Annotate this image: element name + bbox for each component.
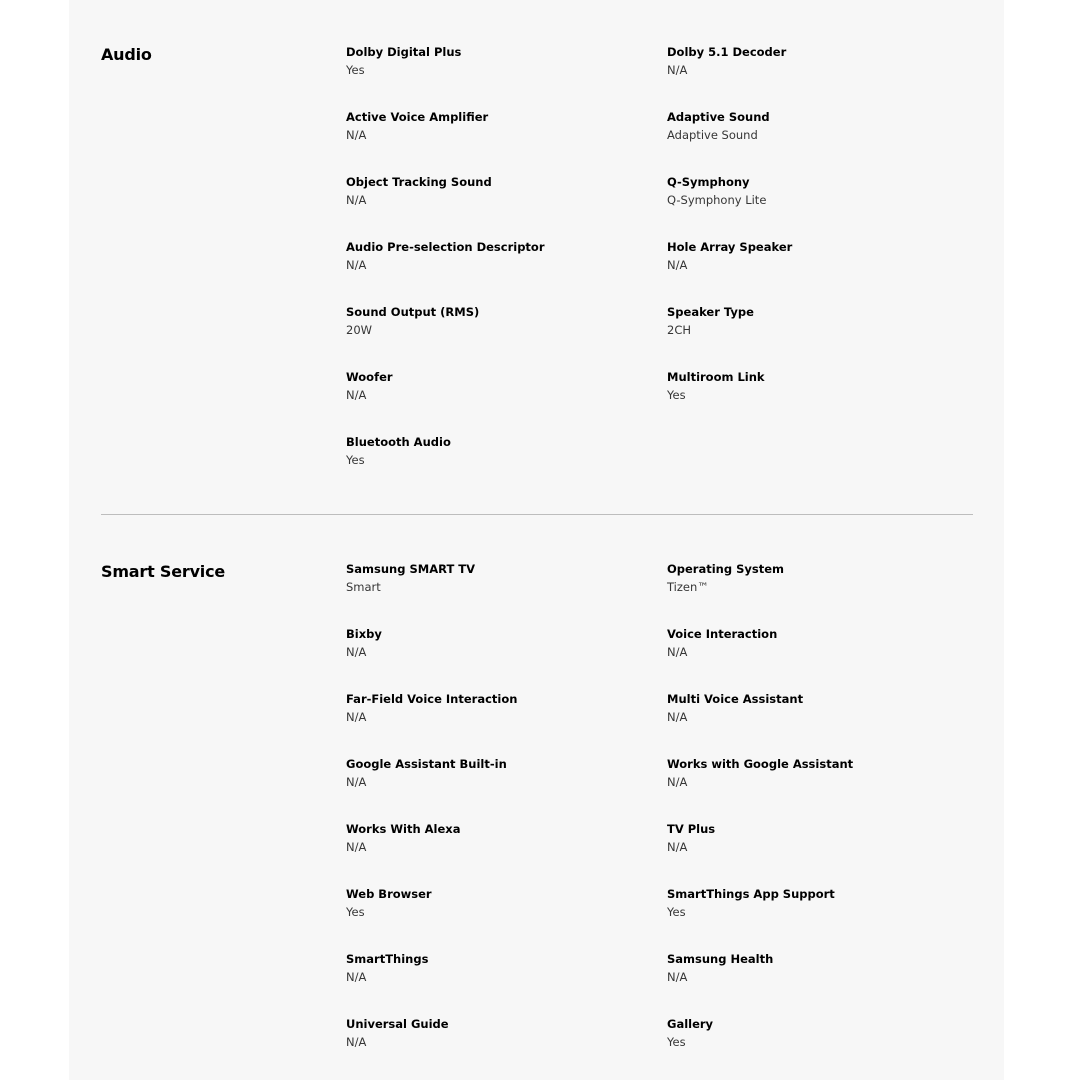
spec-value: N/A [346, 645, 367, 659]
spec-label: Google Assistant Built-in [346, 757, 507, 771]
spec-label: Woofer [346, 370, 393, 384]
spec-label: Far-Field Voice Interaction [346, 692, 518, 706]
spec-item [667, 175, 973, 240]
spec-item [667, 305, 973, 370]
spec-value: Adaptive Sound [667, 128, 758, 142]
spec-item [667, 887, 973, 952]
spec-value: Q-Symphony Lite [667, 193, 767, 207]
spec-value: N/A [346, 840, 367, 854]
section-title-smart-service: Smart Service [101, 562, 226, 581]
spec-label: Works With Alexa [346, 822, 461, 836]
spec-item [346, 887, 667, 952]
spec-label: Q-Symphony [667, 175, 750, 189]
spec-label: Bixby [346, 627, 382, 641]
spec-value: N/A [667, 258, 688, 272]
spec-item [346, 692, 667, 757]
spec-label: Samsung Health [667, 952, 774, 966]
section-divider [101, 514, 973, 515]
spec-label: Web Browser [346, 887, 432, 901]
spec-value: N/A [667, 63, 688, 77]
spec-item [346, 1017, 667, 1082]
spec-value: N/A [667, 775, 688, 789]
spec-label: Dolby 5.1 Decoder [667, 45, 787, 59]
spec-value: N/A [346, 710, 367, 724]
spec-value: N/A [346, 258, 367, 272]
spec-value: N/A [346, 388, 367, 402]
spec-item [346, 435, 667, 500]
spec-item [346, 240, 667, 305]
spec-item [346, 45, 667, 110]
spec-item [346, 110, 667, 175]
spec-label: Dolby Digital Plus [346, 45, 462, 59]
spec-label: Works with Google Assistant [667, 757, 854, 771]
spec-item [667, 1017, 973, 1082]
spec-label: Multiroom Link [667, 370, 765, 384]
spec-value: 2CH [667, 323, 691, 337]
spec-value: 20W [346, 323, 373, 337]
spec-value: N/A [667, 970, 688, 984]
spec-value: N/A [346, 193, 367, 207]
spec-value: Yes [667, 388, 686, 402]
spec-value: Smart [346, 580, 381, 594]
spec-value: Yes [346, 905, 365, 919]
spec-item [667, 822, 973, 887]
spec-item [346, 952, 667, 1017]
spec-label: Gallery [667, 1017, 714, 1031]
spec-item [667, 952, 973, 1017]
spec-item [667, 110, 973, 175]
spec-item [346, 562, 667, 627]
spec-value: N/A [346, 128, 367, 142]
spec-item [667, 757, 973, 822]
spec-item [346, 175, 667, 240]
spec-label: Active Voice Amplifier [346, 110, 489, 124]
spec-label: Universal Guide [346, 1017, 449, 1031]
audio-spec-grid [346, 45, 973, 500]
spec-label: Bluetooth Audio [346, 435, 451, 449]
spec-value: N/A [346, 970, 367, 984]
spec-item [667, 370, 973, 435]
spec-value: N/A [346, 775, 367, 789]
spec-label: TV Plus [667, 822, 716, 836]
spec-value: Yes [346, 63, 365, 77]
spec-label: Sound Output (RMS) [346, 305, 480, 319]
spec-item [667, 692, 973, 757]
spec-label: Samsung SMART TV [346, 562, 476, 576]
spec-value: N/A [667, 840, 688, 854]
spec-item [346, 370, 667, 435]
spec-value: Yes [667, 1035, 686, 1049]
spec-value: N/A [667, 710, 688, 724]
spec-label: Voice Interaction [667, 627, 778, 641]
spec-item [346, 822, 667, 887]
spec-item [667, 45, 973, 110]
spec-label: SmartThings App Support [667, 887, 835, 901]
spec-item [667, 562, 973, 627]
spec-item [346, 757, 667, 822]
spec-item [667, 627, 973, 692]
spec-label: Speaker Type [667, 305, 754, 319]
spec-label: Object Tracking Sound [346, 175, 492, 189]
spec-value: N/A [346, 1035, 367, 1049]
spec-item [667, 240, 973, 305]
spec-label: Operating System [667, 562, 785, 576]
smart-service-spec-grid [346, 562, 973, 1082]
spec-label: SmartThings [346, 952, 429, 966]
spec-value: Yes [346, 453, 365, 467]
section-title-audio: Audio [101, 45, 152, 64]
spec-value: N/A [667, 645, 688, 659]
spec-item [346, 627, 667, 692]
spec-label: Hole Array Speaker [667, 240, 793, 254]
spec-label: Multi Voice Assistant [667, 692, 804, 706]
spec-label: Adaptive Sound [667, 110, 770, 124]
spec-label: Audio Pre-selection Descriptor [346, 240, 545, 254]
spec-item [346, 305, 667, 370]
spec-value: Yes [667, 905, 686, 919]
spec-value: Tizen™ [667, 580, 709, 594]
